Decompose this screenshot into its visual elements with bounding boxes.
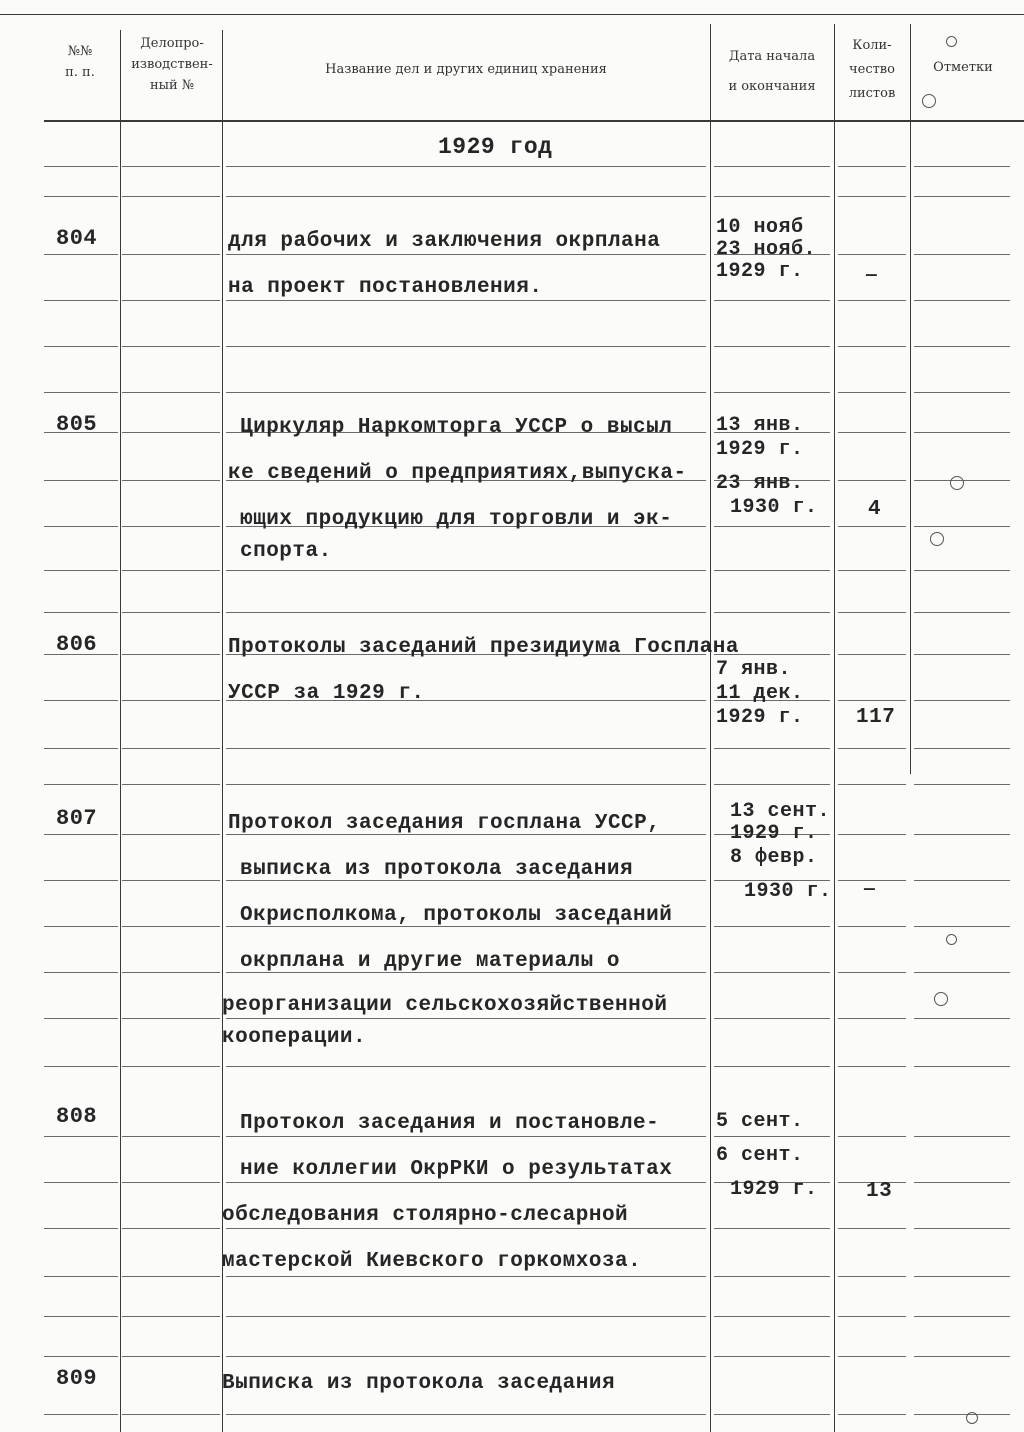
entry-title-line: обследования столярно-слесарной [222, 1204, 629, 1227]
notes-circle-mark [966, 1412, 978, 1424]
entry-title-line: спорта. [240, 540, 332, 563]
ruled-line [914, 1276, 1010, 1277]
ruled-line [838, 1316, 906, 1317]
ruled-line [122, 926, 220, 927]
entry-title-line: Протокол заседания госплана УССР, [228, 812, 661, 835]
ruled-line [122, 480, 220, 481]
ruled-line [44, 1182, 118, 1183]
ruled-line [714, 1018, 830, 1019]
ruled-line [838, 196, 906, 197]
ruled-line [914, 300, 1010, 301]
ruled-line [914, 1414, 1010, 1415]
ruled-line [122, 700, 220, 701]
ruled-line [44, 346, 118, 347]
entry-number: 806 [56, 632, 98, 657]
entry-title-line: ние коллегии ОкрРКИ о результатах [240, 1158, 673, 1181]
entry-date-line: 1930 г. [744, 880, 832, 903]
ruled-line [44, 1356, 118, 1357]
entry-date-line: 11 дек. [716, 682, 804, 705]
entry-date-line: 1929 г. [730, 822, 818, 845]
ruled-line [838, 526, 906, 527]
ruled-line [838, 1136, 906, 1137]
ruled-line [122, 300, 220, 301]
header-col-title: Название дел и других единиц хранения [325, 62, 607, 77]
entry-date-line: 8 февр. [730, 846, 818, 869]
entry-title-line: Протокол заседания и постановле- [240, 1112, 660, 1135]
ruled-line [122, 1276, 220, 1277]
ruled-line [122, 166, 220, 167]
ruled-line [226, 196, 706, 197]
header-col-number: №№ п. п. [65, 44, 95, 80]
ruled-line [226, 1316, 706, 1317]
ruled-line [838, 926, 906, 927]
entry-date-line: 7 янв. [716, 658, 792, 681]
ruled-line [714, 196, 830, 197]
ruled-line [838, 300, 906, 301]
ruled-line [226, 166, 706, 167]
ruled-line [714, 300, 830, 301]
entry-title-line: кооперации. [222, 1026, 367, 1049]
ruled-line [44, 612, 118, 613]
ruled-line [838, 254, 906, 255]
ruled-line [838, 480, 906, 481]
top-border [0, 14, 1024, 15]
header-bottom-line [44, 120, 1024, 122]
entry-date-line: 1930 г. [730, 496, 818, 519]
ruled-line [122, 1018, 220, 1019]
col-divider-1 [120, 30, 121, 1432]
col-divider-3 [710, 24, 711, 1432]
ruled-line [44, 834, 118, 835]
ruled-line [44, 1414, 118, 1415]
header-col-dates: Дата начала и окончания [728, 49, 816, 94]
ruled-line [122, 880, 220, 881]
ruled-line [838, 654, 906, 655]
ruled-line [838, 1228, 906, 1229]
ruled-line [838, 1276, 906, 1277]
ruled-line [226, 1136, 706, 1137]
ruled-line [226, 612, 706, 613]
ruled-line [914, 432, 1010, 433]
ruled-line [122, 612, 220, 613]
ruled-line [714, 166, 830, 167]
ruled-line [714, 392, 830, 393]
ruled-line [226, 1018, 706, 1019]
ruled-line [122, 392, 220, 393]
entry-date-line: 1929 г. [716, 706, 804, 729]
notes-circle-mark [930, 532, 944, 546]
ruled-line [226, 254, 706, 255]
entry-date-line: 13 янв. [716, 414, 804, 437]
ruled-line [838, 748, 906, 749]
ruled-line [122, 346, 220, 347]
col-divider-4 [834, 24, 835, 1432]
ruled-line [838, 700, 906, 701]
entry-date-line: 1929 г. [716, 438, 804, 461]
year-heading: 1929 год [438, 134, 553, 160]
ruled-line [44, 700, 118, 701]
ruled-line [226, 1356, 706, 1357]
entry-title-line: ющих продукцию для торговли и эк- [240, 508, 673, 531]
ruled-line [226, 1066, 706, 1067]
ruled-line [44, 1066, 118, 1067]
ruled-line [714, 1136, 830, 1137]
ruled-line [914, 1356, 1010, 1357]
ruled-line [714, 972, 830, 973]
entry-title-line: реорганизации сельскохозяйственной [222, 994, 668, 1017]
ruled-line [44, 1018, 118, 1019]
ruled-line [44, 392, 118, 393]
ruled-line [914, 526, 1010, 527]
ruled-line [714, 748, 830, 749]
ruled-line [44, 570, 118, 571]
ruled-line [914, 700, 1010, 701]
ruled-line [914, 834, 1010, 835]
ruled-line [714, 1414, 830, 1415]
ruled-line [914, 1136, 1010, 1137]
ruled-line [122, 570, 220, 571]
ruled-line [226, 346, 706, 347]
entry-title-line: Протоколы заседаний президиума Госплана [228, 636, 739, 659]
ruled-line [122, 432, 220, 433]
header-col-sheets: Коли- чество листов [848, 38, 896, 102]
entry-title-line: окрплана и другие материалы о [240, 950, 620, 973]
entry-sheet-count: 4 [868, 498, 882, 521]
entry-number: 805 [56, 412, 98, 437]
ruled-line [914, 166, 1010, 167]
notes-circle-mark [922, 94, 936, 108]
entry-date-line: 1929 г. [716, 260, 804, 283]
ruled-line [838, 784, 906, 785]
ruled-line [44, 166, 118, 167]
ruled-line [44, 300, 118, 301]
ruled-line [226, 392, 706, 393]
ruled-line [122, 1414, 220, 1415]
ruled-line [226, 570, 706, 571]
ruled-line [122, 784, 220, 785]
ruled-line [914, 748, 1010, 749]
entry-title-line: выписка из протокола заседания [240, 858, 634, 881]
ruled-line [914, 1066, 1010, 1067]
ruled-line [122, 1356, 220, 1357]
ruled-line [122, 254, 220, 255]
ruled-line [714, 1066, 830, 1067]
ruled-line [44, 784, 118, 785]
entry-number: 809 [56, 1366, 98, 1391]
ruled-line [914, 784, 1010, 785]
ruled-line [122, 1228, 220, 1229]
ruled-line [44, 1228, 118, 1229]
ruled-line [44, 880, 118, 881]
ruled-line [226, 748, 706, 749]
entry-title-line: для рабочих и заключения окрплана [228, 230, 661, 253]
notes-circle-mark [934, 992, 948, 1006]
ruled-line [838, 392, 906, 393]
ruled-line [122, 654, 220, 655]
ruled-line [914, 1182, 1010, 1183]
ruled-line [838, 1066, 906, 1067]
ruled-line [914, 972, 1010, 973]
entry-title-line: на проект постановления. [228, 276, 543, 299]
entry-sheet-count: 117 [856, 706, 896, 729]
ruled-line [122, 1182, 220, 1183]
ruled-line [838, 1414, 906, 1415]
notes-circle-mark [946, 36, 957, 47]
entry-number: 807 [56, 806, 98, 831]
ruled-line [226, 1276, 706, 1277]
ruled-line [122, 1066, 220, 1067]
ruled-line [226, 1228, 706, 1229]
ruled-line [44, 526, 118, 527]
ruled-line [44, 926, 118, 927]
ruled-line [714, 1316, 830, 1317]
entry-date-line: 6 сент. [716, 1144, 804, 1167]
ruled-line [122, 972, 220, 973]
entry-date-line: 5 сент. [716, 1110, 804, 1133]
ruled-line [914, 1228, 1010, 1229]
entry-date-line: 1929 г. [730, 1178, 818, 1201]
ruled-line [44, 480, 118, 481]
entry-number: 804 [56, 226, 98, 251]
ruled-line [838, 346, 906, 347]
ruled-line [838, 972, 906, 973]
entry-title-line: Циркуляр Наркомторга УССР о высыл [240, 416, 673, 439]
ruled-line [44, 1136, 118, 1137]
ruled-line [122, 1136, 220, 1137]
ruled-line [44, 1316, 118, 1317]
ruled-line [914, 1316, 1010, 1317]
ruled-line [838, 612, 906, 613]
ruled-line [914, 254, 1010, 255]
entry-title-line: Выписка из протокола заседания [222, 1372, 616, 1395]
notes-circle-mark [946, 934, 957, 945]
ruled-line [714, 1228, 830, 1229]
entry-title-line: ке сведений о предприятиях,выпуска- [228, 462, 687, 485]
ruled-line [714, 526, 830, 527]
header-col-notes: Отметки [933, 60, 993, 75]
ruled-line [44, 254, 118, 255]
entry-title-line: Окрисполкома, протоколы заседаний [240, 904, 673, 927]
entry-sheet-count: — [864, 880, 876, 900]
col-divider-5 [910, 24, 911, 774]
ruled-line [226, 1414, 706, 1415]
ruled-line [714, 570, 830, 571]
ruled-line [44, 972, 118, 973]
ruled-line [914, 1018, 1010, 1019]
ruled-line [44, 196, 118, 197]
ruled-line [914, 654, 1010, 655]
ruled-line [838, 432, 906, 433]
ruled-line [914, 570, 1010, 571]
notes-circle-mark [950, 476, 964, 490]
ruled-line [714, 1356, 830, 1357]
entry-title-line: УССР за 1929 г. [228, 682, 425, 705]
ruled-line [914, 612, 1010, 613]
entry-sheet-count: — [866, 266, 878, 286]
ruled-line [44, 748, 118, 749]
ruled-line [914, 880, 1010, 881]
ruled-line [838, 570, 906, 571]
entry-number: 808 [56, 1104, 98, 1129]
ruled-line [714, 346, 830, 347]
ruled-line [914, 392, 1010, 393]
ruled-line [838, 1356, 906, 1357]
ruled-line [714, 784, 830, 785]
ruled-line [714, 1276, 830, 1277]
ruled-line [914, 346, 1010, 347]
ruled-line [44, 1276, 118, 1277]
ruled-line [122, 834, 220, 835]
ruled-line [122, 1316, 220, 1317]
entry-sheet-count: 13 [866, 1180, 893, 1203]
header-col-office-number: Делопро- изводствен- ный № [131, 36, 213, 93]
ruled-line [226, 1182, 706, 1183]
ruled-line [122, 748, 220, 749]
ruled-line [714, 612, 830, 613]
ruled-line [122, 526, 220, 527]
ruled-line [122, 196, 220, 197]
ruled-line [838, 166, 906, 167]
ruled-line [714, 926, 830, 927]
ruled-line [838, 1018, 906, 1019]
entry-date-line: 10 нояб [716, 216, 804, 239]
ruled-line [226, 784, 706, 785]
entry-date-line: 13 сент. [730, 800, 831, 823]
entry-title-line: мастерской Киевского горкомхоза. [222, 1250, 642, 1273]
entry-date-line: 23 янв. [716, 472, 804, 495]
ruled-line [838, 834, 906, 835]
ruled-line [914, 926, 1010, 927]
ruled-line [914, 196, 1010, 197]
ruled-line [226, 300, 706, 301]
entry-date-line: 23 нояб. [716, 238, 817, 261]
